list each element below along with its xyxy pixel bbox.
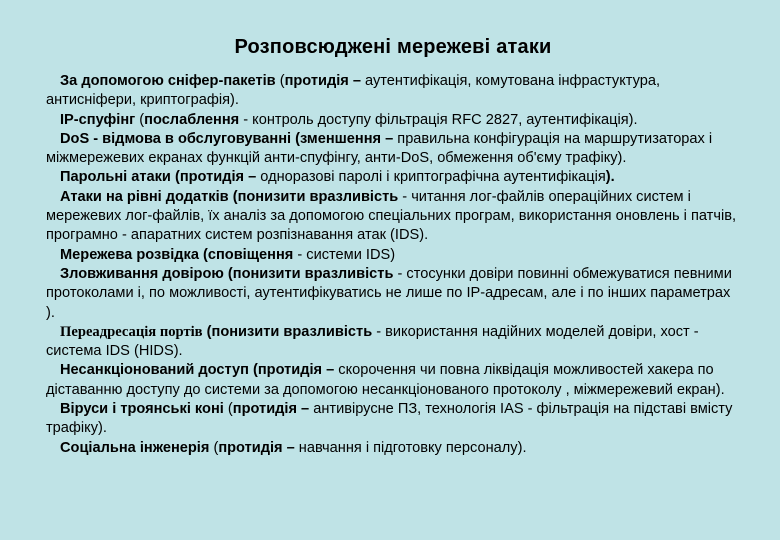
list-item: Соціальна інженерія (протидія – навчання і підготовку персоналу). [60,439,527,456]
list-item: Несанкціонований доступ (протидія – скорочення чи повна ліквідація можливостей хакера по діставанню доступу до системи за допомогою несанкціонованого протоколу , міжмережевий екран). [46,362,725,398]
list-item: Парольні атаки (протидія – одноразові паролі і криптографічна аутентифікація). [60,169,615,186]
list-item: Атаки на рівні додатків (понизити вразливість - читання лог-файлів операційних систем і мережевих лог-файлів, їх аналіз за допомогою спеціальних програм, використання оновлень і патчів, програмно - апаратних систем розпізнавання атак (IDS). [46,188,736,244]
list-item: Переадресація портів (понизити вразливість - використання надійних моделей довіри, хост - система IDS (HIDS). [46,323,699,360]
list-item: DoS - відмова в обслуговуванні (зменшення – правильна конфігурація на маршрутизаторах і міжмережевих екранах функцій анти-спуфінгу, анти-DoS, обмеження об'єму трафіку). [46,130,713,167]
list-item: IP-спуфінг (послаблення - контроль доступу фільтрація RFC 2827, аутентифікація). [60,111,638,128]
list-item: Мережева розвідка (сповіщення - системи IDS) [60,246,396,263]
list-item: Віруси і троянські коні (протидія – антивірусне ПЗ, технологія IAS - фільтрація на підставі вмісту трафіку). [46,401,733,437]
list-item: За допомогою сніфер-пакетів (протидія – аутентифікація, комутована інфрастуктура, антисніфери, криптографія). [46,73,661,109]
slide-title: Розповсюджені мережеві атаки [234,36,552,58]
list-item: Зловживання довірою (понизити вразливість - стосунки довіри повинні обмежуватися певними протоколами і, по можливості, аутентифікуватись не лише по IP-адресам, але і по інших параметрах ). [46,265,732,321]
